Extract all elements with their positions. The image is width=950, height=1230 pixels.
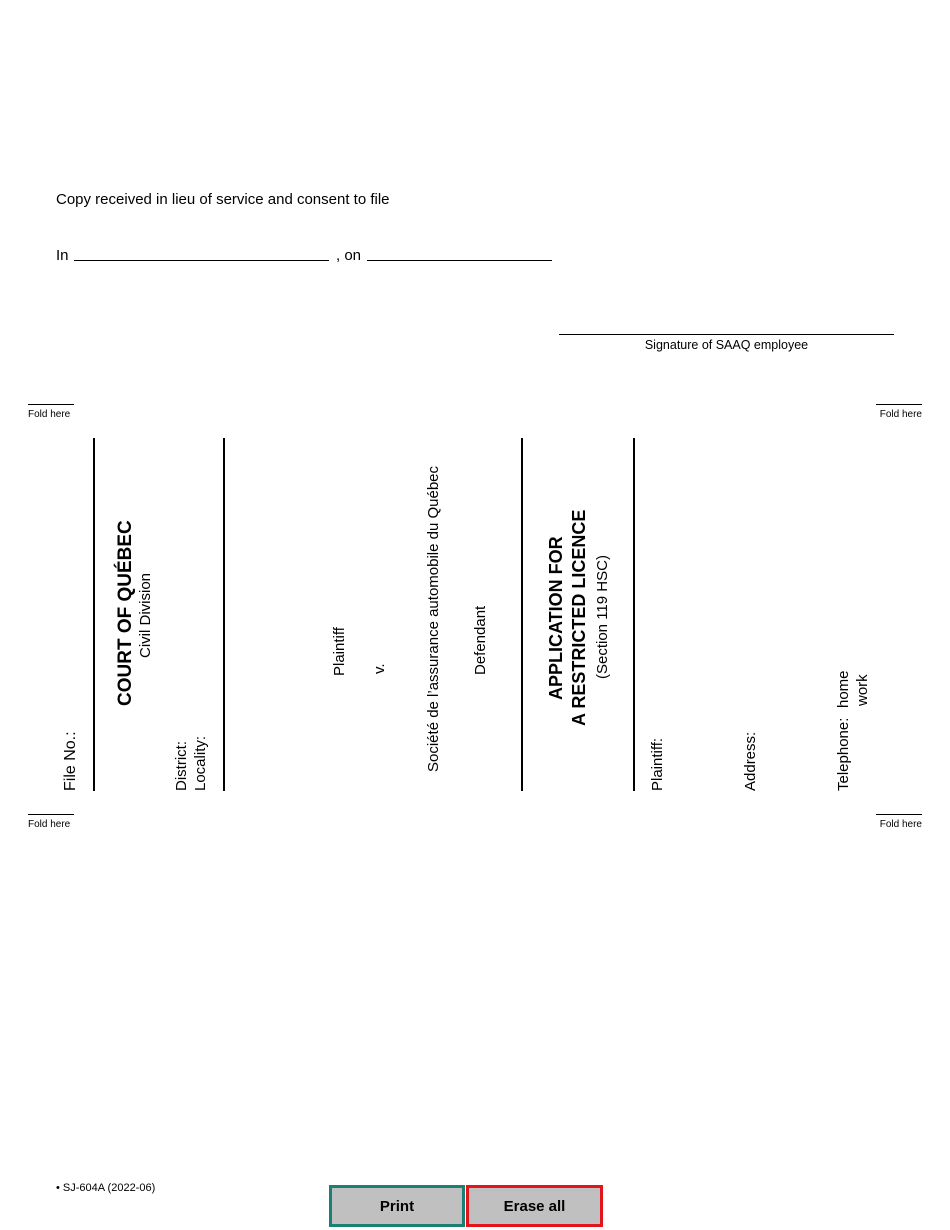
defendant-name: Société de l’assurance automobile du Québec: [425, 465, 442, 772]
divider-1: [93, 438, 95, 791]
address-field-label: Address:: [742, 731, 759, 791]
locality-label: Locality:: [192, 735, 209, 791]
telephone-work-label: work: [854, 674, 871, 706]
fold-mark-bottom-left: [28, 819, 74, 831]
file-no-label: File No.:: [62, 731, 79, 791]
date-field[interactable]: [367, 260, 552, 261]
fold-mark-top-left: [28, 409, 74, 421]
divider-3: [521, 438, 523, 791]
erase-all-button[interactable]: Erase all: [466, 1185, 603, 1227]
doc-subtitle: (Section 119 HSC): [594, 555, 611, 679]
fold-label: Fold here: [879, 409, 922, 420]
fold-mark-bottom-right: [876, 819, 922, 831]
fold-label: Fold here: [28, 409, 71, 420]
plaintiff-role: Plaintiff: [331, 627, 348, 676]
court-division: Civil Division: [137, 572, 154, 658]
on-label: , on: [336, 247, 362, 264]
doc-title-line1: APPLICATION FOR: [546, 536, 566, 700]
signature-label: Signature of SAAQ employee: [644, 338, 809, 352]
fold-mark-top-right: [876, 409, 922, 421]
telephone-field-label: Telephone:: [835, 717, 852, 791]
place-field[interactable]: [74, 260, 329, 261]
print-button[interactable]: Print: [329, 1185, 465, 1227]
consent-heading: Copy received in lieu of service and consent to file: [56, 191, 390, 208]
form-code: • SJ-604A (2022-06): [56, 1182, 156, 1194]
in-label: In: [56, 247, 69, 264]
signature-line: [559, 334, 894, 335]
divider-2: [223, 438, 225, 791]
court-title: COURT OF QUÉBEC: [115, 520, 136, 706]
fold-label: Fold here: [879, 819, 922, 830]
divider-4: [633, 438, 635, 791]
district-label: District:: [173, 741, 190, 791]
versus-label: v.: [371, 663, 388, 674]
doc-title-line2: A RESTRICTED LICENCE: [569, 509, 589, 726]
plaintiff-field-label: Plaintiff:: [649, 737, 666, 791]
telephone-home-label: home: [835, 670, 852, 708]
fold-label: Fold here: [28, 819, 71, 830]
defendant-role: Defendant: [472, 605, 489, 675]
